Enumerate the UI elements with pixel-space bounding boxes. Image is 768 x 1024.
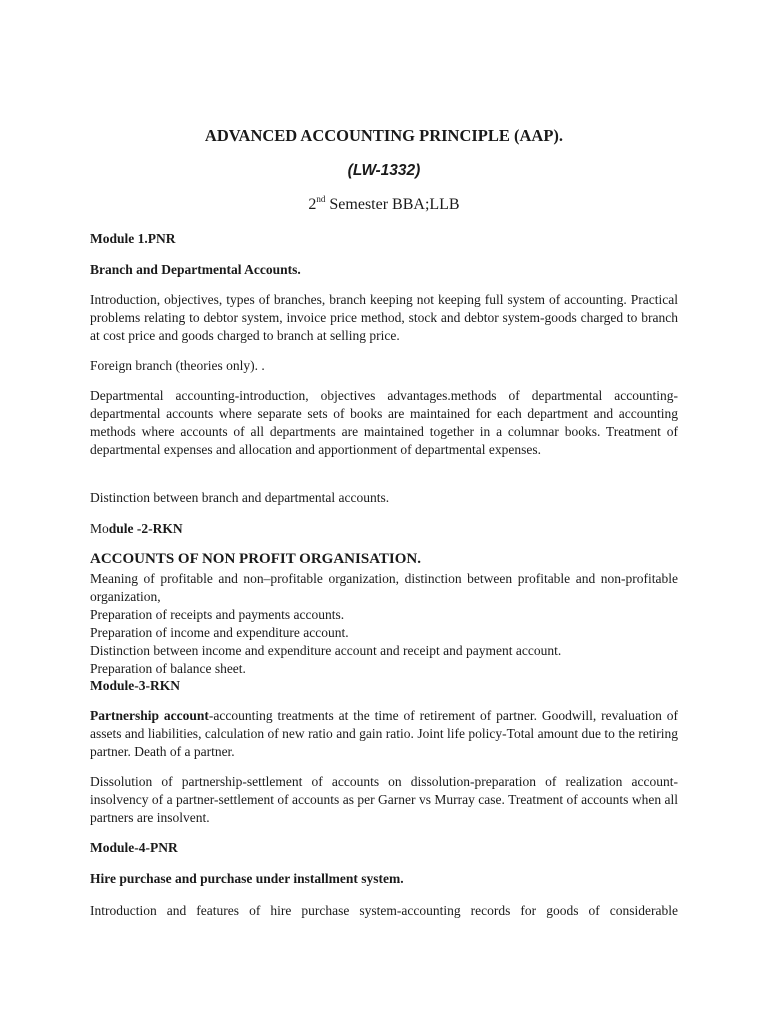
semester-text: Semester BBA;LLB xyxy=(325,196,460,213)
module-3-paragraph-1 xyxy=(90,707,678,761)
module-2-line: Preparation of income and expenditure account. xyxy=(90,625,349,640)
module-1-subheading: Branch and Departmental Accounts. xyxy=(90,262,301,277)
document-title: ADVANCED ACCOUNTING PRINCIPLE (AAP). xyxy=(204,126,564,145)
module-3-paragraph-2: Dissolution of partnership-settlement of accounts on dissolution-preparation of realization account-insolvency of a partner-settlement of accounts as per Garner vs Murray case. Treatment of accounts when all partners are insolvent. xyxy=(90,774,678,825)
module-3-heading: Module-3-RKN xyxy=(90,678,180,693)
module-1-paragraph-4: Distinction between branch and departmental accounts. xyxy=(90,490,390,505)
module-1-heading: Module 1.PNR xyxy=(90,231,176,246)
semester-number: 2 xyxy=(308,196,317,213)
module-2-subheading: ACCOUNTS OF NON PROFIT ORGANISATION. xyxy=(90,551,422,567)
module-2-heading-prefix: Mo xyxy=(90,521,109,536)
module-1-paragraph-2: Foreign branch (theories only). . xyxy=(90,358,265,373)
module-2-line: Preparation of balance sheet. xyxy=(90,661,246,676)
module-1-paragraph-3: Departmental accounting-introduction, objectives advantages.methods of departmental accounting-departmental accounts where separate sets of books are maintained for each department and accounting methods where accounts of all departments are maintained together in a columnar books. Treatment of departmental expenses and allocation and apportionment of departmental expenses. xyxy=(90,388,678,457)
module-2-line: Distinction between income and expenditure account and receipt and payment account. xyxy=(90,643,562,658)
module-4-heading: Module-4-PNR xyxy=(90,840,178,855)
module-2-paragraph-1: Meaning of profitable and non–profitable organization, distinction between profitable and non-profitable organization, xyxy=(90,571,678,604)
module-2-line: Preparation of receipts and payments accounts. xyxy=(90,607,345,622)
module-1-paragraph-1: Introduction, objectives, types of branches, branch keeping not keeping full system of accounting. Practical problems relating to debtor system, invoice price method, stock and debtor system-goods charged to branch at cost price and goods charged to branch at selling price. xyxy=(90,292,678,343)
semester-superscript: nd xyxy=(316,194,326,204)
module-3-paragraph-1-text: -accounting treatments at the time of retirement of partner. Goodwill, revaluation of assets and liabilities, calculation of new ratio and gain ratio. Joint life policy-Total amount due to the retiring partner. Death of a partner. xyxy=(90,708,679,759)
module-2-heading-rest: dule -2-RKN xyxy=(108,521,183,536)
module-2-heading xyxy=(90,520,678,538)
module-4-paragraph-1: Introduction and features of hire purchase system-accounting records for goods of considerable xyxy=(90,903,678,918)
semester-line xyxy=(90,195,678,215)
module-4-subheading: Hire purchase and purchase under installment system. xyxy=(90,871,404,886)
module-2-body xyxy=(90,570,678,678)
course-code: (LW-1332) xyxy=(347,162,421,179)
module-3-paragraph-1-bold: Partnership account xyxy=(90,708,209,723)
